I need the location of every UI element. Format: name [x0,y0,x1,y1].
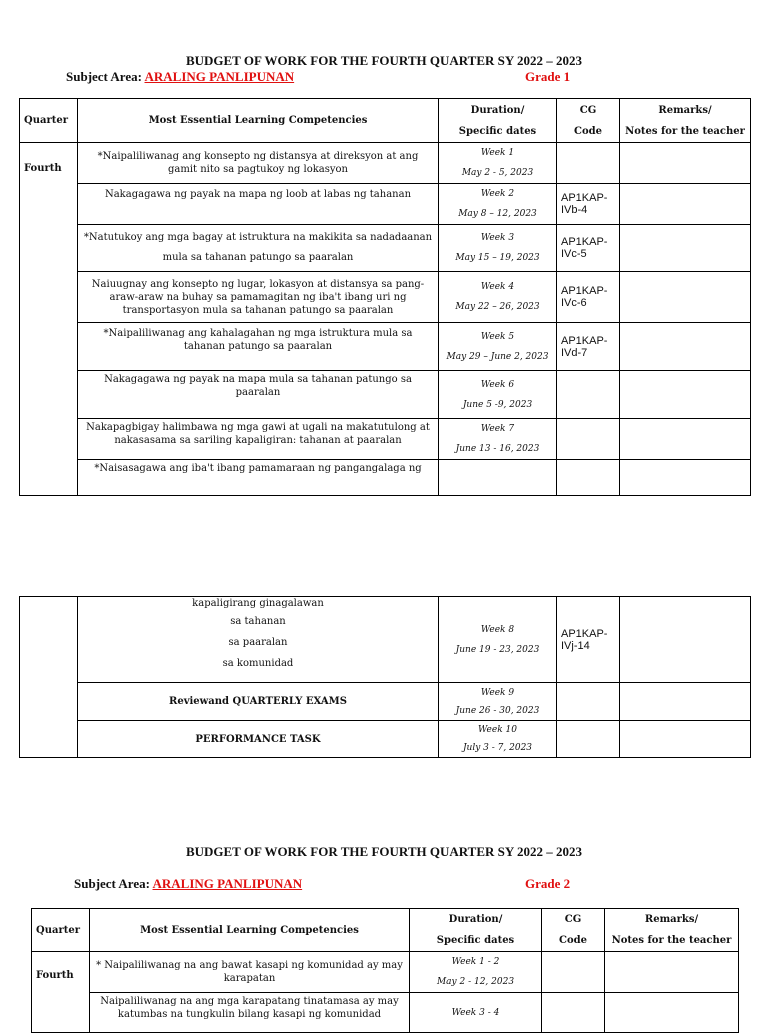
subject-area [66,69,294,85]
competency-line: sa paaralan [228,637,288,648]
cg-code-cell [557,683,620,721]
competency-cell: * Naipaliliwanag na ang bawat kasapi ng komunidad ay may karapatan [90,952,410,993]
budget-table-grade1 [19,98,751,496]
competency-line: kapaligirang ginagalawan [192,598,324,609]
table-row [20,323,751,371]
remarks-cell [620,143,751,184]
subject-area [74,876,302,892]
page-title-grade2: BUDGET OF WORK FOR THE FOURTH QUARTER SY 2022 – 2023 [185,844,583,859]
competency-cell: Nakagagawa ng payak na mapa mula sa tahanan patungo sa paaralan [78,371,439,419]
competency-cell: *Naipaliliwanag ang konsepto ng distansya at direksyon at ang gamit nito sa pagtukoy ng lokasyon [78,143,439,184]
duration-cell: Week 3 May 15 – 19, 2023 [439,225,557,272]
table-row [20,143,751,184]
header-cg-code: CG Code [542,909,605,952]
remarks-cell [605,952,739,993]
duration-cell: Week 1 - 2 May 2 - 12, 2023 [410,952,542,993]
table-row [20,460,751,496]
header-remarks: Remarks/ Notes for the teacher [620,99,751,143]
duration-cell: Week 2 May 8 – 12, 2023 [439,184,557,225]
remarks-cell [620,460,751,496]
header-duration: Duration/ Specific dates [439,99,557,143]
review-exam-cell: Reviewand QUARTERLY EXAMS [78,683,439,721]
competency-cell: Nakagagawa ng payak na mapa ng loob at labas ng tahanan [78,184,439,225]
quarter-cell: Fourth [32,952,90,1033]
grade-label: Grade 1 [525,69,571,84]
cg-code-cell: AP1KAP-IVc-6 [557,272,620,323]
duration-cell: Week 1 May 2 - 5, 2023 [439,143,557,184]
cg-code-cell: AP1KAP-IVb-4 [557,184,620,225]
header-quarter: Quarter [32,909,90,952]
budget-table-grade1-continued [19,596,751,758]
performance-task-cell: PERFORMANCE TASK [78,721,439,758]
header-competencies: Most Essential Learning Competencies [78,99,439,143]
remarks-cell [605,993,739,1033]
table-header-row [20,99,751,143]
quarter-cell [20,597,78,758]
cg-code-cell [542,993,605,1033]
competency-cell: Naiuugnay ang konsepto ng lugar, lokasyon at distansya sa pang-araw-araw na buhay sa pamamagitan ng iba't ibang uri ng transportasyon mula sa tahanan patungo sa paaralan [78,272,439,323]
duration-cell: Week 6 June 5 -9, 2023 [439,371,557,419]
table-row [20,371,751,419]
table-row [20,683,751,721]
duration-cell: Week 7 June 13 - 16, 2023 [439,419,557,460]
subject-value: ARALING PANLIPUNAN [144,69,295,84]
cg-code-cell [557,371,620,419]
cg-code-cell [557,419,620,460]
table-row [20,184,751,225]
table-row [20,272,751,323]
table-row [32,993,739,1033]
grade-label: Grade 2 [525,876,571,891]
subject-label: Subject Area: [74,876,150,891]
duration-cell: Week 5 May 29 – June 2, 2023 [439,323,557,371]
duration-cell: Week 9 June 26 - 30, 2023 [439,683,557,721]
remarks-cell [620,419,751,460]
cg-code-cell [542,952,605,993]
table-row [20,419,751,460]
duration-cell: Week 4 May 22 – 26, 2023 [439,272,557,323]
competency-cell: Naipaliliwanag na ang mga karapatang tinatamasa ay may katumbas na tungkulin bilang kasapi ng komunidad [90,993,410,1033]
competency-line: sa tahanan [230,616,286,627]
table-row [32,952,739,993]
table-header-row [32,909,739,952]
header-duration: Duration/ Specific dates [410,909,542,952]
quarter-cell: Fourth [20,143,78,496]
duration-cell [439,460,557,496]
budget-table-grade2 [31,908,739,1033]
competency-line: sa komunidad [222,658,294,669]
header-quarter: Quarter [20,99,78,143]
cg-code-cell: AP1KAP-IVd-7 [557,323,620,371]
competency-cell [78,597,439,683]
header-competencies: Most Essential Learning Competencies [90,909,410,952]
competency-cell: *Naipaliliwanag ang kahalagahan ng mga istruktura mula sa tahanan patungo sa paaralan [78,323,439,371]
remarks-cell [620,184,751,225]
cg-code-cell: AP1KAP-IVj-14 [557,597,620,683]
competency-cell: Nakapagbigay halimbawa ng mga gawi at ugali na makatutulong at nakasasama sa sariling kapaligiran: tahanan at paaralan [78,419,439,460]
remarks-cell [620,323,751,371]
subject-value: ARALING PANLIPUNAN [152,876,303,891]
cg-code-cell [557,721,620,758]
cg-code-cell: AP1KAP-IVc-5 [557,225,620,272]
table-row [20,721,751,758]
header-remarks: Remarks/ Notes for the teacher [605,909,739,952]
competency-cell: *Naisasagawa ang iba't ibang pamamaraan ng pangangalaga ng [78,460,439,496]
remarks-cell [620,721,751,758]
competency-cell: *Natutukoy ang mga bagay at istruktura na makikita sa nadadaanan mula sa tahanan patungo sa paaralan [78,225,439,272]
table-row [20,597,751,683]
table-row [20,225,751,272]
duration-cell: Week 10 July 3 - 7, 2023 [439,721,557,758]
remarks-cell [620,597,751,683]
cg-code-cell [557,143,620,184]
header-cg-code: CG Code [557,99,620,143]
page-title-grade1: BUDGET OF WORK FOR THE FOURTH QUARTER SY 2022 – 2023 [185,53,583,68]
duration-cell: Week 8 June 19 - 23, 2023 [439,597,557,683]
remarks-cell [620,371,751,419]
cg-code-cell [557,460,620,496]
subject-label: Subject Area: [66,69,142,84]
remarks-cell [620,272,751,323]
remarks-cell [620,683,751,721]
remarks-cell [620,225,751,272]
duration-cell: Week 3 - 4 [410,993,542,1033]
